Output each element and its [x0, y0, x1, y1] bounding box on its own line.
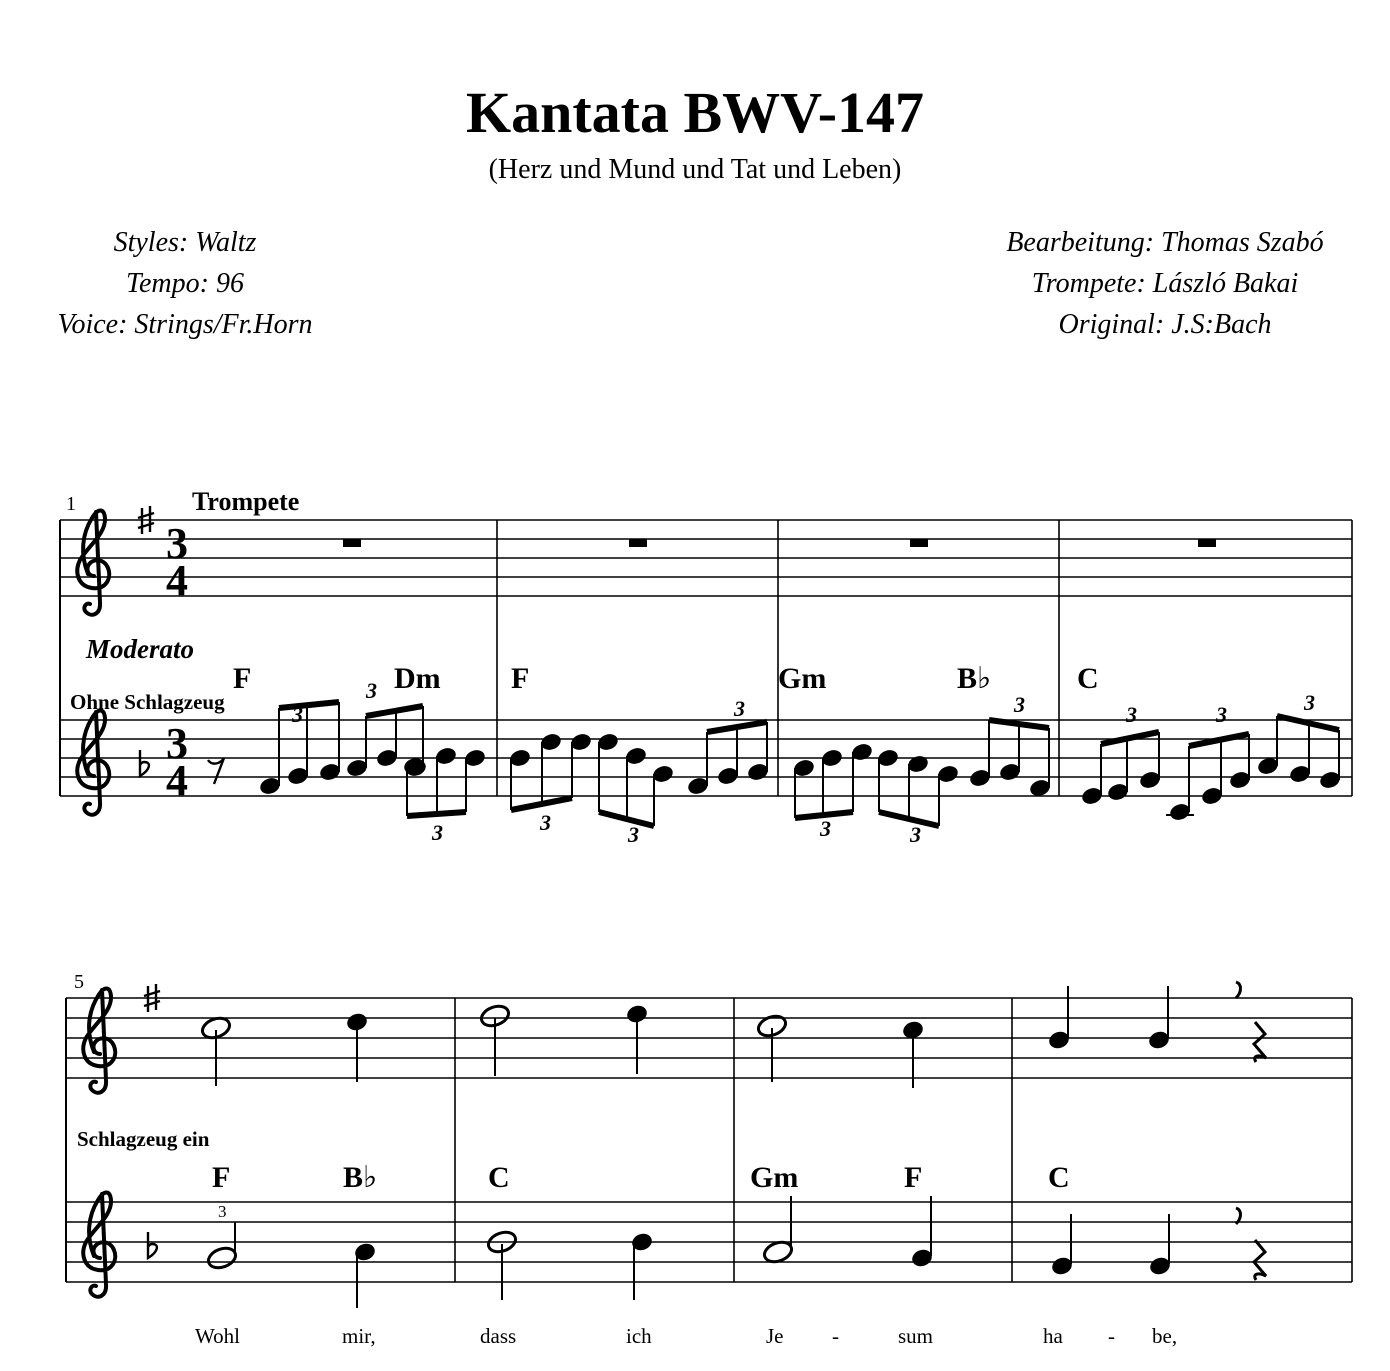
chord-symbol: Gm	[750, 1161, 799, 1194]
chord-symbol: C	[488, 1161, 510, 1194]
treble-clef-icon	[77, 711, 109, 815]
lyric-syllable: Je	[766, 1324, 784, 1348]
treble-clef-icon	[83, 1193, 115, 1297]
page-title: Kantata BWV-147	[465, 80, 925, 145]
tuplet-number: 3	[540, 810, 551, 835]
chord-symbol: B♭	[957, 662, 992, 695]
time-signature-top: 3	[166, 519, 188, 568]
time-signature-top: 3	[166, 719, 188, 768]
beam	[366, 706, 423, 716]
tuplet-number: 3	[432, 820, 443, 845]
lyric-syllable: sum	[898, 1324, 934, 1348]
tuplet-number: 3	[628, 822, 639, 847]
tuplet-number: 3	[910, 822, 921, 847]
lyric-syllable: ha	[1043, 1324, 1063, 1348]
time-signature-bottom: 4	[166, 756, 188, 805]
chord-symbol: F	[904, 1161, 923, 1194]
beam	[1101, 732, 1159, 744]
measure-number: 5	[74, 971, 84, 993]
performance-instruction: Schlagzeug ein	[77, 1127, 210, 1151]
chord-symbol: B♭	[343, 1161, 378, 1194]
chord-symbol: F	[233, 662, 252, 695]
tuplet-number: 3	[292, 702, 303, 727]
fingering-number: 3	[218, 1202, 227, 1221]
lyric-syllable: -	[832, 1324, 839, 1348]
tuplet-number: 3	[1126, 702, 1137, 727]
tuplet-number: 3	[1014, 692, 1025, 717]
page-subtitle: (Herz und Mund und Tat und Leben)	[488, 154, 902, 185]
lyric-syllable: ich	[626, 1324, 652, 1348]
tuplet-number: 3	[1304, 690, 1315, 715]
melody-system2	[206, 1196, 1266, 1308]
tempo-info: Tempo: 96	[126, 268, 244, 299]
original-info: Original: J.S:Bach	[1058, 309, 1272, 340]
tuplet-number: 3	[820, 816, 831, 841]
flat-icon	[148, 1232, 157, 1258]
tuplet-number: 3	[734, 696, 745, 721]
lyric-syllable: Wohl	[195, 1324, 240, 1348]
beam	[1189, 734, 1249, 746]
lyric-syllable: mir,	[342, 1324, 376, 1348]
beam	[407, 812, 466, 816]
style-info: Styles: Waltz	[113, 227, 257, 258]
treble-clef-icon	[77, 511, 109, 615]
triplet-notes-system1	[258, 678, 1342, 847]
chord-symbol: F	[212, 1161, 231, 1194]
beam	[279, 702, 339, 708]
beam	[989, 720, 1049, 728]
performance-instruction: Ohne Schlagzeug	[70, 690, 225, 714]
chord-symbol: F	[511, 662, 530, 695]
time-signature-bottom: 4	[166, 556, 188, 605]
tuplet-number: 3	[366, 678, 377, 703]
tempo-marking: Moderato	[86, 634, 194, 664]
trumpet-info: Trompete: László Bakai	[1031, 268, 1299, 299]
instrument-name: Trompete	[192, 487, 300, 516]
measure-rests	[343, 539, 1216, 547]
voice-info: Voice: Strings/Fr.Horn	[57, 309, 313, 340]
chord-symbol: C	[1048, 1161, 1070, 1194]
chord-symbol: C	[1077, 662, 1099, 695]
flat-icon	[140, 750, 149, 776]
tuplet-number: 3	[1216, 702, 1227, 727]
arranger-info: Bearbeitung: Thomas Szabó	[1006, 227, 1324, 258]
eighth-rest-icon	[208, 758, 224, 784]
chord-symbol: Dm	[394, 662, 441, 695]
lyric-syllable: dass	[480, 1324, 517, 1348]
measure-number: 1	[66, 493, 76, 515]
lyric-syllable: -	[1108, 1324, 1115, 1348]
treble-clef-icon	[83, 989, 115, 1093]
staff-trumpet-system1	[60, 520, 1352, 596]
chord-symbol: Gm	[778, 662, 827, 695]
lyric-syllable: be,	[1152, 1324, 1178, 1348]
